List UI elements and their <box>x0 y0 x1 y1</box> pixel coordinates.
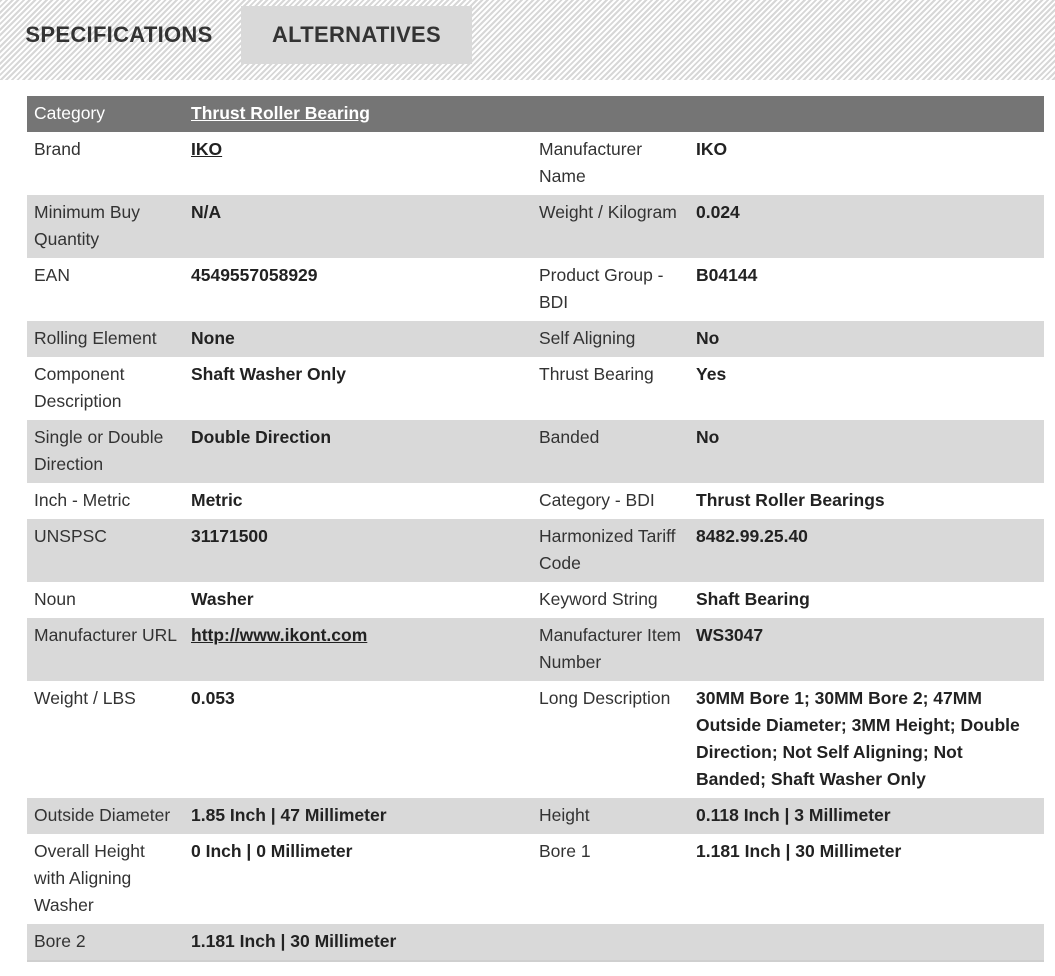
spec-value <box>689 924 1044 960</box>
category-header-row <box>27 96 1044 132</box>
spec-label: UNSPSC <box>27 519 184 582</box>
manufacturer-url-link[interactable]: http://www.ikont.com <box>191 625 368 645</box>
table-bottom-divider <box>27 960 1044 962</box>
spec-label: Manufacturer Name <box>532 132 689 195</box>
spec-value: 0.118 Inch | 3 Millimeter <box>689 798 1044 834</box>
spec-row <box>27 834 1044 924</box>
spec-label: Height <box>532 798 689 834</box>
spec-label: Rolling Element <box>27 321 184 357</box>
spec-label: Single or Double Direction <box>27 420 184 483</box>
spec-label: Minimum Buy Quantity <box>27 195 184 258</box>
spec-value: B04144 <box>689 258 1044 321</box>
spec-label: Weight / LBS <box>27 681 184 798</box>
long-description-value: 30MM Bore 1; 30MM Bore 2; 47MM Outside Diameter; 3MM Height; Double Direction; Not Self Aligning; Not Banded; Shaft Washer Only <box>689 681 1044 798</box>
spec-value: 31171500 <box>184 519 532 582</box>
spec-row <box>27 924 1044 960</box>
spec-label <box>532 924 689 960</box>
spec-label: Manufacturer URL <box>27 618 184 681</box>
spec-label: Noun <box>27 582 184 618</box>
spec-value: Washer <box>184 582 532 618</box>
spec-row <box>27 321 1044 357</box>
spec-row <box>27 519 1044 582</box>
spec-label: Category - BDI <box>532 483 689 519</box>
spec-label: EAN <box>27 258 184 321</box>
spec-row <box>27 681 1044 798</box>
spec-row <box>27 195 1044 258</box>
brand-link[interactable]: IKO <box>191 139 223 159</box>
spec-value: Shaft Bearing <box>689 582 1044 618</box>
spec-value: 8482.99.25.40 <box>689 519 1044 582</box>
spec-value: IKO <box>689 132 1044 195</box>
spec-row <box>27 483 1044 519</box>
tab-bar <box>0 0 1055 80</box>
spec-value: 1.85 Inch | 47 Millimeter <box>184 798 532 834</box>
spec-value: Shaft Washer Only <box>184 357 532 420</box>
spec-label: Banded <box>532 420 689 483</box>
spec-value: Double Direction <box>184 420 532 483</box>
tab-specifications[interactable]: SPECIFICATIONS <box>25 22 213 47</box>
spec-row <box>27 132 1044 195</box>
tab-alternatives[interactable]: ALTERNATIVES <box>241 6 472 64</box>
spec-value: 0.024 <box>689 195 1044 258</box>
spec-label: Weight / Kilogram <box>532 195 689 258</box>
spec-value: Metric <box>184 483 532 519</box>
spec-value: WS3047 <box>689 618 1044 681</box>
spec-value: 0.053 <box>184 681 532 798</box>
spec-value: 1.181 Inch | 30 Millimeter <box>689 834 1044 924</box>
spec-label: Harmonized Tariff Code <box>532 519 689 582</box>
spec-label: Long Description <box>532 681 689 798</box>
spec-label: Inch - Metric <box>27 483 184 519</box>
spec-value: None <box>184 321 532 357</box>
spec-value: Yes <box>689 357 1044 420</box>
spec-row <box>27 582 1044 618</box>
spec-label: Component Description <box>27 357 184 420</box>
spec-value: No <box>689 321 1044 357</box>
spec-label: Outside Diameter <box>27 798 184 834</box>
spec-row <box>27 258 1044 321</box>
spec-row <box>27 798 1044 834</box>
spec-value: No <box>689 420 1044 483</box>
category-link[interactable]: Thrust Roller Bearing <box>191 103 370 123</box>
spec-label: Bore 1 <box>532 834 689 924</box>
spec-value: 0 Inch | 0 Millimeter <box>184 834 532 924</box>
spec-row <box>27 357 1044 420</box>
spec-label: Keyword String <box>532 582 689 618</box>
spec-label: Brand <box>27 132 184 195</box>
specifications-table <box>27 96 1044 960</box>
spec-label: Manufacturer Item Number <box>532 618 689 681</box>
specifications-table-container <box>27 96 1044 960</box>
spec-row <box>27 618 1044 681</box>
spec-value: N/A <box>184 195 532 258</box>
spec-value: 4549557058929 <box>184 258 532 321</box>
spec-label: Thrust Bearing <box>532 357 689 420</box>
spec-value: Thrust Roller Bearings <box>689 483 1044 519</box>
spec-label: Self Aligning <box>532 321 689 357</box>
spec-label: Product Group - BDI <box>532 258 689 321</box>
spec-label: Bore 2 <box>27 924 184 960</box>
category-label: Category <box>27 96 184 132</box>
spec-value: 1.181 Inch | 30 Millimeter <box>184 924 532 960</box>
spec-label: Overall Height with Aligning Washer <box>27 834 184 924</box>
spec-row <box>27 420 1044 483</box>
